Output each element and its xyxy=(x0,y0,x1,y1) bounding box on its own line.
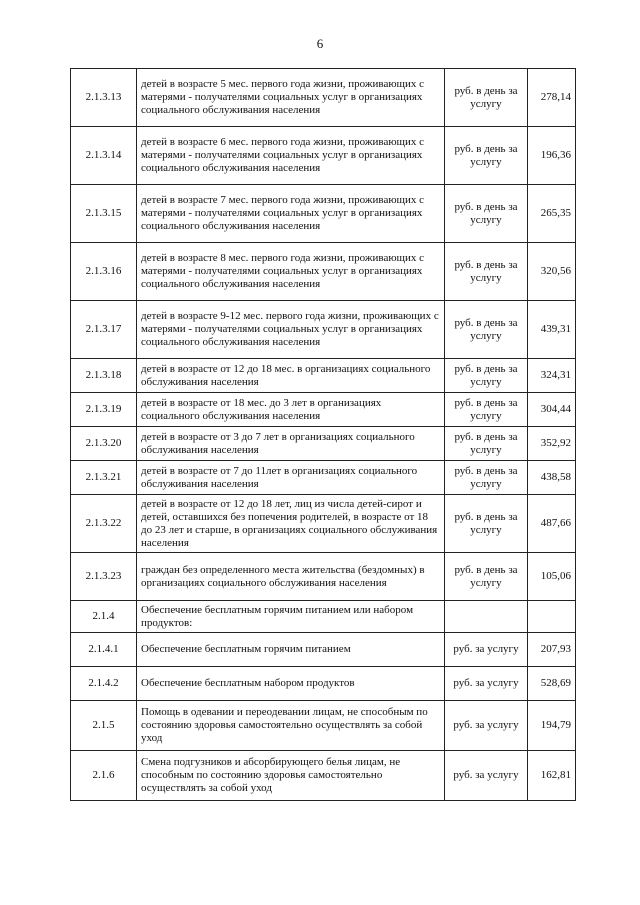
service-description: граждан без определенного места жительства (бездомных) в организациях социального обслуживания населения xyxy=(137,553,445,601)
service-code: 2.1.3.16 xyxy=(71,243,137,301)
table-row xyxy=(71,601,576,633)
service-code: 2.1.6 xyxy=(71,751,137,801)
service-description: детей в возрасте 8 мес. первого года жизни, проживающих с матерями - получателями социальных услуг в организациях социального обслуживания населения xyxy=(137,243,445,301)
unit-of-measure: руб. за услугу xyxy=(445,633,528,667)
tariff-value: 439,31 xyxy=(528,301,576,359)
service-code: 2.1.3.15 xyxy=(71,185,137,243)
table-row xyxy=(71,243,576,301)
tariff-value xyxy=(528,601,576,633)
unit-of-measure xyxy=(445,601,528,633)
table-row xyxy=(71,667,576,701)
service-code: 2.1.4 xyxy=(71,601,137,633)
tariff-value: 324,31 xyxy=(528,359,576,393)
table-row xyxy=(71,427,576,461)
service-code: 2.1.3.23 xyxy=(71,553,137,601)
table-row xyxy=(71,461,576,495)
service-description: Обеспечение бесплатным горячим питанием или набором продуктов: xyxy=(137,601,445,633)
unit-of-measure: руб. в день за услугу xyxy=(445,185,528,243)
unit-of-measure: руб. за услугу xyxy=(445,751,528,801)
table-row xyxy=(71,69,576,127)
service-code: 2.1.5 xyxy=(71,701,137,751)
page-number: 6 xyxy=(316,36,324,51)
tariff-value: 196,36 xyxy=(528,127,576,185)
unit-of-measure: руб. за услугу xyxy=(445,701,528,751)
unit-of-measure: руб. в день за услугу xyxy=(445,69,528,127)
table-row xyxy=(71,495,576,553)
unit-of-measure: руб. в день за услугу xyxy=(445,243,528,301)
service-description: детей в возрасте 7 мес. первого года жизни, проживающих с матерями - получателями социальных услуг в организациях социального обслуживания населения xyxy=(137,185,445,243)
table-row xyxy=(71,553,576,601)
tariff-value: 528,69 xyxy=(528,667,576,701)
service-description: Обеспечение бесплатным горячим питанием xyxy=(137,633,445,667)
unit-of-measure: руб. в день за услугу xyxy=(445,359,528,393)
table-row xyxy=(71,359,576,393)
service-description: детей в возрасте 5 мес. первого года жизни, проживающих с матерями - получателями социальных услуг в организациях социального обслуживания населения xyxy=(137,69,445,127)
tariff-value: 352,92 xyxy=(528,427,576,461)
service-code: 2.1.3.14 xyxy=(71,127,137,185)
unit-of-measure: руб. в день за услугу xyxy=(445,495,528,553)
service-code: 2.1.3.13 xyxy=(71,69,137,127)
service-description: Смена подгузников и абсорбирующего белья лицам, не способным по состоянию здоровья самостоятельно осуществлять за собой уход xyxy=(137,751,445,801)
service-code: 2.1.3.20 xyxy=(71,427,137,461)
tariff-value: 438,58 xyxy=(528,461,576,495)
service-code: 2.1.3.19 xyxy=(71,393,137,427)
table-row xyxy=(71,701,576,751)
service-description: детей в возрасте от 7 до 11лет в организациях социального обслуживания населения xyxy=(137,461,445,495)
unit-of-measure: руб. в день за услугу xyxy=(445,553,528,601)
unit-of-measure: руб. в день за услугу xyxy=(445,461,528,495)
tariff-value: 487,66 xyxy=(528,495,576,553)
service-code: 2.1.4.2 xyxy=(71,667,137,701)
tariff-value: 320,56 xyxy=(528,243,576,301)
table-row xyxy=(71,185,576,243)
service-description: детей в возрасте 6 мес. первого года жизни, проживающих с матерями - получателями социальных услуг в организациях социального обслуживания населения xyxy=(137,127,445,185)
service-description: детей в возрасте от 3 до 7 лет в организациях социального обслуживания населения xyxy=(137,427,445,461)
service-code: 2.1.4.1 xyxy=(71,633,137,667)
unit-of-measure: руб. в день за услугу xyxy=(445,427,528,461)
table-row xyxy=(71,633,576,667)
service-code: 2.1.3.21 xyxy=(71,461,137,495)
tariff-value: 194,79 xyxy=(528,701,576,751)
service-code: 2.1.3.22 xyxy=(71,495,137,553)
tariff-value: 207,93 xyxy=(528,633,576,667)
unit-of-measure: руб. в день за услугу xyxy=(445,127,528,185)
tariff-value: 162,81 xyxy=(528,751,576,801)
table-row xyxy=(71,127,576,185)
service-description: Обеспечение бесплатным набором продуктов xyxy=(137,667,445,701)
table-row xyxy=(71,301,576,359)
service-code: 2.1.3.17 xyxy=(71,301,137,359)
unit-of-measure: руб. за услугу xyxy=(445,667,528,701)
tariff-table xyxy=(70,68,576,801)
tariff-value: 105,06 xyxy=(528,553,576,601)
tariff-value: 265,35 xyxy=(528,185,576,243)
tariff-value: 304,44 xyxy=(528,393,576,427)
table-row xyxy=(71,751,576,801)
service-description: детей в возрасте от 12 до 18 лет, лиц из числа детей-сирот и детей, оставшихся без попечения родителей, в возрасте от 18 до 23 лет и старше, в организациях социального обслуживания населения xyxy=(137,495,445,553)
tariff-value: 278,14 xyxy=(528,69,576,127)
service-description: детей в возрасте от 12 до 18 мес. в организациях социального обслуживания населения xyxy=(137,359,445,393)
service-description: Помощь в одевании и переодевании лицам, не способным по состоянию здоровья самостоятельно осуществлять за собой уход xyxy=(137,701,445,751)
service-description: детей в возрасте 9-12 мес. первого года жизни, проживающих с матерями - получателями социальных услуг в организациях социального обслуживания населения xyxy=(137,301,445,359)
unit-of-measure: руб. в день за услугу xyxy=(445,393,528,427)
service-description: детей в возрасте от 18 мес. до 3 лет в организациях социального обслуживания населения xyxy=(137,393,445,427)
table-row xyxy=(71,393,576,427)
unit-of-measure: руб. в день за услугу xyxy=(445,301,528,359)
service-code: 2.1.3.18 xyxy=(71,359,137,393)
